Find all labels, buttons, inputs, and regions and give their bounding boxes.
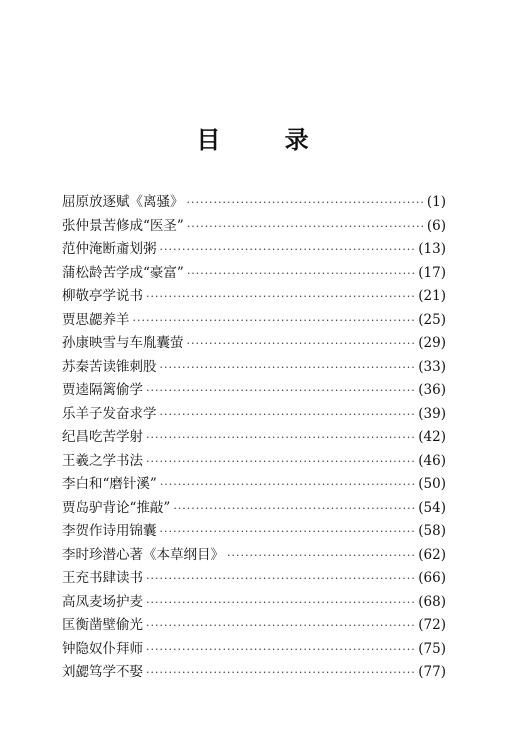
toc-entry[interactable] [62,566,446,590]
toc-entry-page: (42) [418,429,446,445]
page-title: 目 录 [196,125,337,154]
toc-entry[interactable] [62,637,446,661]
toc-entry-page: (33) [418,358,446,375]
toc-entry-page: (25) [418,311,446,328]
dot-leader [160,525,416,538]
toc-entry-page: (13) [418,241,446,257]
dot-leader [160,408,416,421]
toc-entry-page: (62) [418,546,446,563]
toc-entry-page: (46) [418,452,446,469]
toc-entry[interactable] [62,355,446,379]
toc-entry-page: (72) [418,617,446,633]
toc-entry-page: (58) [418,523,446,539]
dot-leader [160,478,415,491]
toc-entry-title: 刘勰笃学不娶 [62,664,143,680]
toc-entry-page: (39) [418,405,446,422]
toc-entry[interactable] [62,284,446,308]
toc-entry[interactable] [62,590,446,614]
dot-leader [146,666,415,679]
toc-entry[interactable] [62,308,446,332]
dot-leader [187,220,424,233]
dot-leader [160,243,416,256]
toc-entry-title: 乐羊子发奋求学 [62,405,157,422]
toc-entry[interactable] [62,425,446,449]
toc-entry-title: 苏秦苦读锥刺股 [62,358,157,375]
toc-entry[interactable] [62,449,446,473]
table-of-contents [62,190,446,684]
dot-leader [146,572,415,585]
toc-entry-title: 李贺作诗用锦囊 [62,523,157,539]
toc-entry[interactable] [62,472,446,496]
toc-entry-page: (36) [418,382,446,398]
dot-leader [227,549,415,562]
dot-leader [146,431,415,444]
toc-entry[interactable] [62,402,446,426]
toc-entry-title: 李时珍潜心著《本草纲目》 [62,546,224,563]
toc-entry[interactable] [62,378,446,402]
dot-leader [187,337,416,350]
toc-entry-page: (66) [418,570,446,586]
toc-entry[interactable] [62,519,446,543]
toc-entry-title: 纪昌吃苦学射 [62,429,143,445]
toc-entry-title: 王羲之学书法 [62,452,143,469]
dot-leader [173,502,415,515]
dot-leader [187,267,415,280]
toc-entry-title: 贾岛驴背论“推敲” [62,499,171,516]
toc-entry-page: (1) [426,194,446,210]
toc-entry[interactable] [62,214,446,238]
toc-entry-title: 孙康映雪与车胤囊萤 [62,335,184,351]
dot-leader [160,361,416,374]
toc-entry[interactable] [62,237,446,261]
toc-entry[interactable] [62,331,446,355]
toc-entry-title: 柳敬亭学说书 [62,288,143,304]
toc-entry-title: 王充书肆读书 [62,570,143,586]
dot-leader [146,596,415,609]
toc-entry[interactable] [62,496,446,520]
dot-leader [146,384,415,397]
toc-entry-title: 匡衡凿壁偷光 [62,617,143,633]
toc-entry-page: (75) [418,640,446,657]
toc-entry[interactable] [62,660,446,684]
dot-leader [146,455,415,468]
toc-entry-title: 李白和“磨针溪” [62,476,157,492]
toc-entry-title: 钟隐奴仆拜师 [62,640,143,657]
toc-entry-page: (29) [418,335,446,351]
toc-entry-title: 张仲景苦修成“医圣” [62,217,184,234]
toc-entry-title: 范仲淹断齑划粥 [62,241,157,257]
toc-entry[interactable] [62,613,446,637]
dot-leader [146,619,415,632]
toc-entry-page: (54) [418,499,446,516]
toc-entry-title: 贾逵隔篱偷学 [62,382,143,398]
dot-leader [133,314,416,327]
toc-entry-title: 屈原放逐赋《离骚》 [62,194,184,210]
toc-entry-page: (6) [426,217,446,234]
dot-leader [187,196,424,209]
toc-entry[interactable] [62,261,446,285]
dot-leader [146,643,415,656]
toc-entry-page: (50) [418,476,446,492]
toc-entry-page: (17) [418,264,446,281]
toc-entry-title: 高凤麦场护麦 [62,593,143,610]
toc-entry-page: (68) [418,593,446,610]
toc-entry-title: 贾思勰养羊 [62,311,130,328]
dot-leader [146,290,415,303]
toc-entry-title: 蒲松龄苦学成“豪富” [62,264,184,281]
toc-entry[interactable] [62,543,446,567]
toc-entry-page: (21) [418,288,446,304]
toc-entry-page: (77) [418,664,446,680]
toc-entry[interactable] [62,190,446,214]
